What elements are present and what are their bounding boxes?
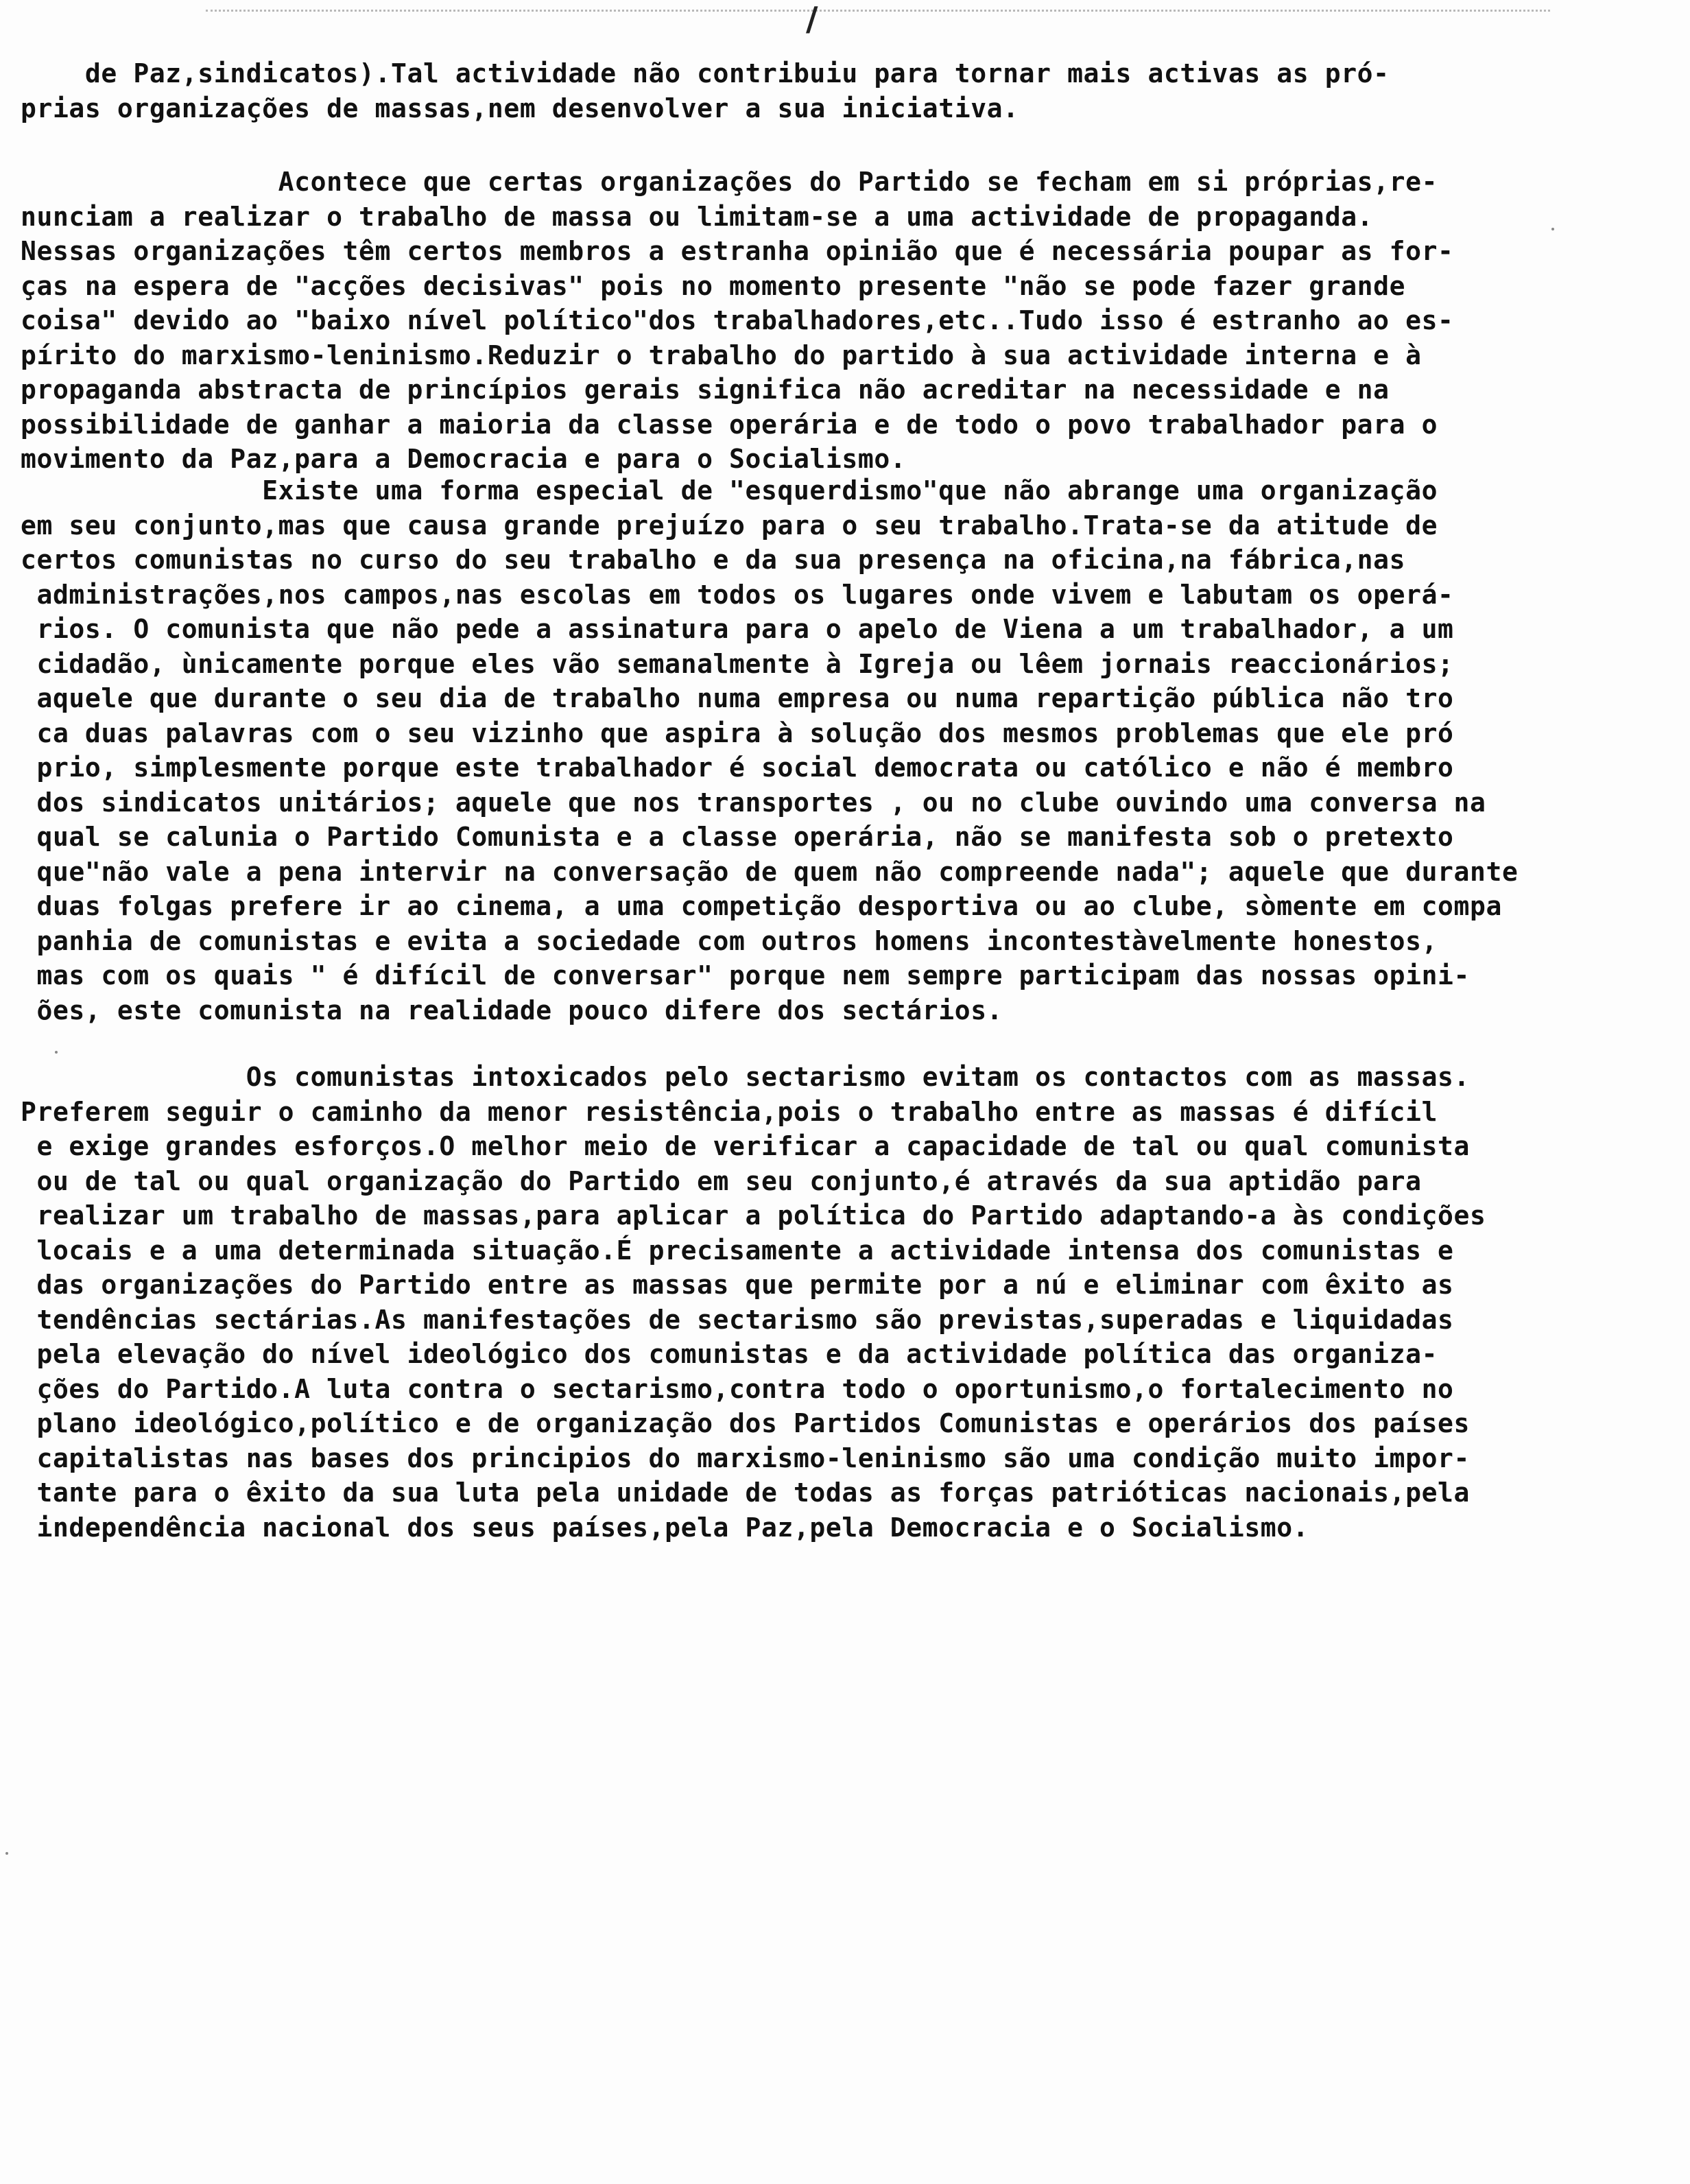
text-line: administrações,nos campos,nas escolas em todos os lugares onde vivem e labutam os operá- <box>21 579 1454 610</box>
text-line: aquele que durante o seu dia de trabalho numa empresa ou numa repartição pública não tro <box>21 683 1454 713</box>
text-line: em seu conjunto,mas que causa grande prejuízo para o seu trabalho.Trata-se da atitude de <box>21 510 1438 541</box>
text-line: de Paz,sindicatos).Tal actividade não contribuiu para tornar mais activas as pró- <box>21 58 1390 88</box>
text-line: realizar um trabalho de massas,para aplicar a política do Partido adaptando-a às condições <box>21 1200 1486 1231</box>
text-line: dos sindicatos unitários; aquele que nos transportes , ou no clube ouvindo uma conversa na <box>21 787 1486 818</box>
text-line: prio, simplesmente porque este trabalhador é social democrata ou católico e não é membro <box>21 752 1454 783</box>
scan-speck <box>1551 228 1554 230</box>
text-line: das organizações do Partido entre as massas que permite por a nú e eliminar com êxito as <box>21 1270 1454 1300</box>
paragraph-1 <box>21 56 1390 126</box>
text-line: ou de tal ou qual organização do Partido em seu conjunto,é através da sua aptidão para <box>21 1165 1422 1196</box>
text-line: que"não vale a pena intervir na conversação de quem não compreende nada"; aquele que durante <box>21 856 1519 887</box>
text-line: tendências sectárias.As manifestações de sectarismo são previstas,superadas e liquidadas <box>21 1304 1454 1335</box>
text-line: ças na espera de "acções decisivas" pois no momento presente "não se pode fazer grande <box>21 270 1406 301</box>
text-line: pela elevação do nível ideológico dos comunistas e da actividade política das organiza- <box>21 1339 1438 1369</box>
text-line: ções do Partido.A luta contra o sectarismo,contra todo o oportunismo,o fortalecimento no <box>21 1373 1454 1404</box>
paragraph-4 <box>21 1060 1486 1545</box>
top-edge-noise <box>206 10 1550 16</box>
text-line: independência nacional dos seus países,pela Paz,pela Democracia e o Socialismo. <box>21 1512 1309 1543</box>
text-line: coisa" devido ao "baixo nível político"dos trabalhadores,etc..Tudo isso é estranho ao es- <box>21 305 1454 335</box>
text-line: duas folgas prefere ir ao cinema, a uma competição desportiva ou ao clube, sòmente em compa <box>21 891 1502 921</box>
text-line: tante para o êxito da sua luta pela unidade de todas as forças patrióticas nacionais,pela <box>21 1477 1471 1508</box>
text-line: Os comunistas intoxicados pelo sectarismo evitam os contactos com as massas. <box>21 1062 1471 1092</box>
paragraph-3 <box>21 473 1518 1028</box>
text-line: mas com os quais " é difícil de conversar" porque nem sempre participam das nossas opini- <box>21 960 1471 990</box>
paragraph-2 <box>21 165 1454 477</box>
text-line: certos comunistas no curso do seu trabalho e da sua presença na oficina,na fábrica,nas <box>21 545 1406 575</box>
text-line: pírito do marxismo-leninismo.Reduzir o trabalho do partido à sua actividade interna e à <box>21 340 1422 370</box>
text-line: capitalistas nas bases dos principios do marxismo-leninismo são uma condição muito impor- <box>21 1443 1471 1473</box>
text-line: Acontece que certas organizações do Partido se fecham em si próprias,re- <box>21 167 1438 197</box>
text-line: propaganda abstracta de princípios gerais significa não acreditar na necessidade e na <box>21 375 1390 405</box>
text-line: Nessas organizações têm certos membros a estranha opinião que é necessária poupar as for- <box>21 236 1454 266</box>
scan-speck <box>55 1051 58 1054</box>
text-line: possibilidade de ganhar a maioria da classe operária e de todo o povo trabalhador para o <box>21 409 1438 440</box>
text-line: qual se calunia o Partido Comunista e a classe operária, não se manifesta sob o pretexto <box>21 822 1454 852</box>
text-line: plano ideológico,político e de organização dos Partidos Comunistas e operários dos países <box>21 1408 1471 1438</box>
text-line: prias organizações de massas,nem desenvolver a sua iniciativa. <box>21 93 1019 123</box>
text-line: e exige grandes esforços.O melhor meio de verificar a capacidade de tal ou qual comunista <box>21 1131 1471 1161</box>
text-line: cidadão, ùnicamente porque eles vão semanalmente à Igreja ou lêem jornais reaccionários; <box>21 648 1454 679</box>
text-line: nunciam a realizar o trabalho de massa ou limitam-se a uma actividade de propaganda. <box>21 201 1374 232</box>
text-line: locais e a uma determinada situação.É precisamente a actividade intensa dos comunistas e <box>21 1235 1454 1266</box>
text-line: panhia de comunistas e evita a sociedade com outros homens incontestàvelmente honestos, <box>21 925 1438 956</box>
text-line: rios. O comunista que não pede a assinatura para o apelo de Viena a um trabalhador, a um <box>21 614 1454 644</box>
top-mark: / <box>806 0 818 38</box>
text-line: movimento da Paz,para a Democracia e para o Socialismo. <box>21 444 907 474</box>
text-line: Preferem seguir o caminho da menor resistência,pois o trabalho entre as massas é difícil <box>21 1096 1438 1127</box>
text-line: Existe uma forma especial de "esquerdismo"que não abrange uma organização <box>21 475 1438 506</box>
text-line: ões, este comunista na realidade pouco difere dos sectários. <box>21 995 1003 1025</box>
scan-speck <box>5 1852 8 1855</box>
text-line: ca duas palavras com o seu vizinho que aspira à solução dos mesmos problemas que ele pró <box>21 717 1454 748</box>
